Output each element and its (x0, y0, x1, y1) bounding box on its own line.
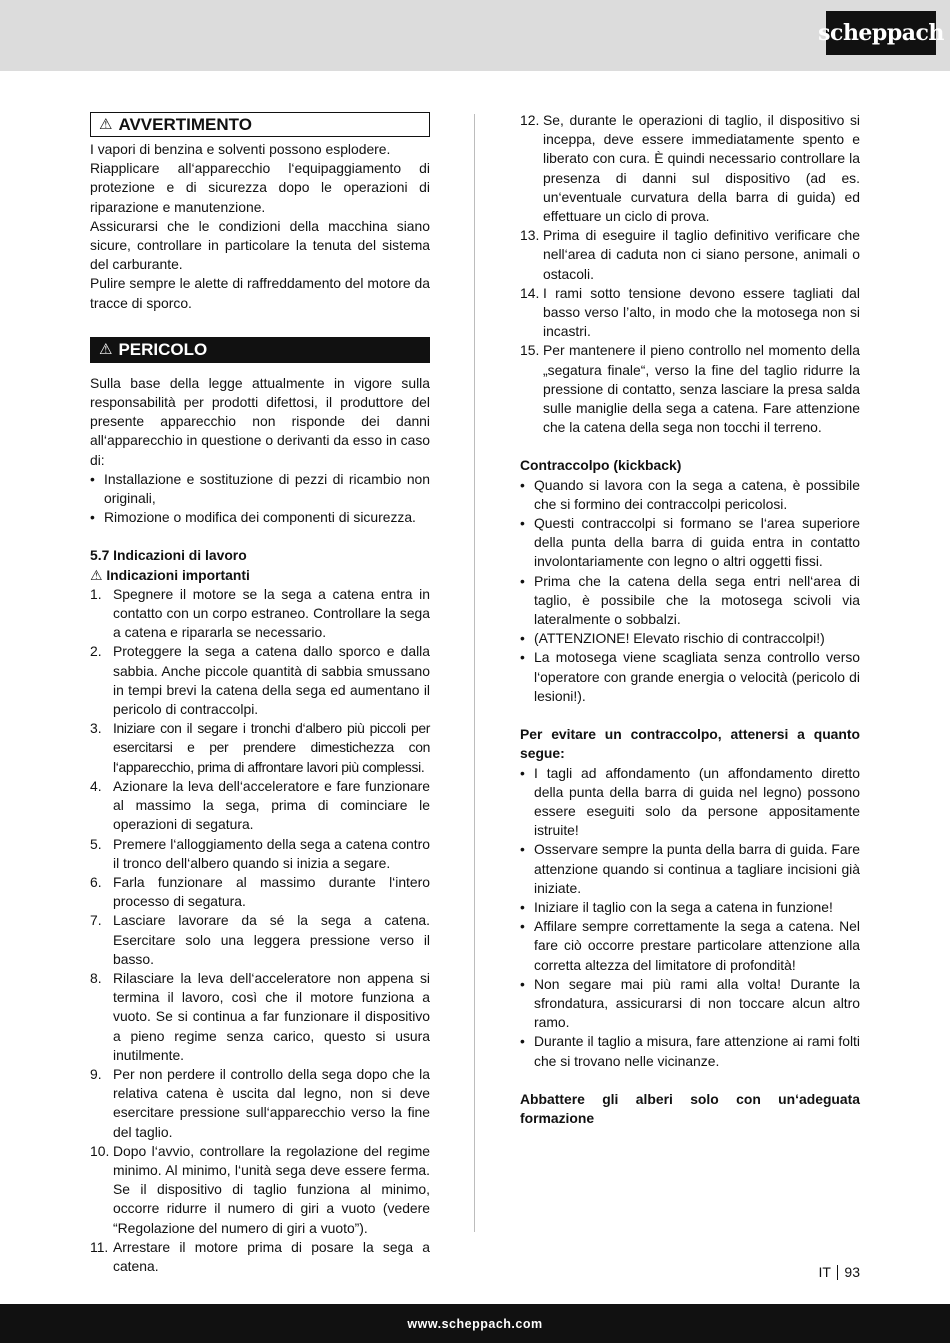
list-item: 10. Dopo l‘avvio, controllare la regolazione del regime minimo. Al minimo, l‘unità sega deve essere ferma. Se il dispositivo di taglio funziona al minimo, occorre ridurre il numero di giri a vuoto (vedere “Regolazione del numero di giri a vuoto”). (90, 1142, 430, 1236)
scheppach-logo: scheppach (826, 11, 936, 55)
warning-triangle-icon: ⚠ (99, 115, 113, 133)
list-item: • Iniziare il taglio con la sega a catena in funzione! (520, 898, 860, 917)
felling-title: Abbattere gli alberi solo con un‘adeguata formazione (520, 1090, 860, 1126)
avoid-kickback-title: Per evitare un contraccolpo, attenersi a quanto segue: (520, 726, 860, 762)
list-item: 3. Iniziare con il segare i tronchi d‘albero più piccoli per esercitarsi e per prendere dimestichezza con l‘apparecchio, prima di affrontare lavori più complessi. (90, 720, 430, 775)
page-number-separator (837, 1265, 839, 1280)
left-column (90, 111, 430, 1276)
warning-triangle-icon: ⚠ (99, 341, 113, 359)
page-number (818, 1264, 860, 1280)
warning-paragraph: I vapori di benzina e solventi possono esplodere. (90, 141, 391, 157)
kickback-bullet-list (520, 476, 860, 706)
list-item: 11. Arrestare il motore prima di posare la sega a catena. (90, 1238, 430, 1274)
subsection-title: ⚠ Indicazioni importanti (90, 566, 250, 583)
header-bar (0, 0, 950, 71)
danger-paragraph: Sulla base della legge attualmente in vigore sulla responsabilità per prodotti difettosi, il produttore del presente apparecchio non risponde dei danni all‘apparecchio in questione o derivanti da esso in caso di: (90, 374, 430, 468)
list-item: 14. I rami sotto tensione devono essere tagliati dal basso verso l’alto, in modo che la motosega non si incastri. (520, 284, 860, 340)
footer-bar (0, 1304, 950, 1343)
list-item: 9. Per non perdere il controllo della sega dopo che la relativa catena è uscita dal legno, non si deve esercitare pressione sull‘apparecchio verso la fine del taglio. (90, 1065, 430, 1140)
steps-list (90, 585, 430, 1276)
warning-paragraph: Assicurarsi che le condizioni della macchina siano sicure, controllare in particolare la tenuta del sistema del carburante. (90, 217, 430, 273)
danger-bullet-list (90, 470, 430, 528)
kickback-title: Contraccolpo (kickback) (520, 457, 682, 474)
list-item: 6. Farla funzionare al massimo durante l‘intero processo di segatura. (90, 873, 430, 910)
list-item: • Questi contraccolpi si formano se l‘area superiore della punta della barra di guida entra in contatto involontariamente con legno o altri oggetti fissi. (520, 514, 860, 572)
list-item: 15. Per mantenere il pieno controllo nel momento della „segatura finale“, verso la fine del taglio ridurre la pressione di contatto, senza lasciare la presa salda sulle maniglie della sega a catena. Fare attenzione che la catena della sega non tocchi il terreno. (520, 342, 860, 436)
list-item: 8. Rilasciare la leva dell‘acceleratore non appena si termina il lavoro, così che il motore funziona a vuoto. Se si continua a far funzionare il dispositivo a pieno regime senza carico, questo si usura inutilmente. (90, 969, 430, 1063)
list-item: • Rimozione o modifica dei componenti di sicurezza. (90, 508, 430, 527)
list-item: 12. Se, durante le operazioni di taglio, il dispositivo si inceppa, deve essere immediatamente spento e liberato con cura. È quindi necessario controllare la presenza di danni sul dispositivo (ad es. un‘eventuale curvatura della barra di guida) ed effettuare un ciclo di prova. (520, 112, 860, 225)
list-item: 7. Lasciare lavorare da sé la sega a catena. Esercitare solo una leggera pressione verso il basso. (90, 912, 430, 967)
page-number-value: 93 (844, 1264, 860, 1280)
list-item: 5. Premere l‘alloggiamento della sega a catena contro il tronco dell‘albero quando si inizia a segare. (90, 835, 430, 871)
right-column (520, 111, 860, 1128)
list-item: • Installazione e sostituzione di pezzi di ricambio non originali, (90, 470, 430, 508)
list-item: 2. Proteggere la sega a catena dallo sporco e dalla sabbia. Anche piccole quantità di sabbia smussano in tempi brevi la catena della sega ed aumentano il pericolo di contraccolpi. (90, 643, 430, 718)
warning-triangle-icon: ⚠ (90, 566, 107, 583)
list-item: • Prima che la catena della sega entri nell‘area di taglio, è possibile che la motosega scivoli via lateralmente o sobbalzi. (520, 572, 860, 630)
warning-box (90, 112, 430, 137)
section-title: 5.7 Indicazioni di lavoro (90, 547, 247, 564)
avoid-bullet-list (520, 764, 860, 1071)
column-divider (474, 114, 475, 1232)
list-item: • La motosega viene scagliata senza controllo verso l‘operatore con grande energia o velocità (pericolo di lesioni!). (520, 648, 860, 706)
warning-title: AVVERTIMENTO (118, 114, 252, 134)
steps-list-continued (520, 111, 860, 437)
footer-url[interactable]: www.scheppach.com (407, 1316, 543, 1331)
list-item: • Durante il taglio a misura, fare attenzione ai rami folti che si trovano nelle vicinanze. (520, 1032, 860, 1070)
list-item: • Non segare mai più rami alla volta! Durante la sfrondatura, assicurarsi di non toccare alcun altro ramo. (520, 975, 860, 1033)
danger-title: PERICOLO (118, 340, 208, 360)
list-item: • Osservare sempre la punta della barra di guida. Fare attenzione quando si continua a tagliare incisioni già iniziate. (520, 840, 860, 898)
list-item: 13. Prima di eseguire il taglio definitivo verificare che nell‘area di caduta non ci siano persone, animali o ostacoli. (520, 227, 860, 282)
list-item: 4. Azionare la leva dell‘acceleratore e fare funzionare al massimo la sega, prima di cominciare le operazioni di segatura. (90, 777, 430, 833)
page-language: IT (818, 1264, 831, 1280)
list-item: • (ATTENZIONE! Elevato rischio di contraccolpi!) (520, 629, 860, 648)
warning-paragraph: Pulire sempre le alette di raffreddamento del motore da tracce di sporco. (90, 275, 430, 311)
list-item: • Quando si lavora con la sega a catena, è possibile che si formino dei contraccolpi pericolosi. (520, 476, 860, 514)
warning-paragraph: Riapplicare all‘apparecchio l‘equipaggiamento di protezione e di sicurezza dopo le operazioni di riparazione e manutenzione. (90, 160, 430, 215)
list-item: 1. Spegnere il motore se la sega a catena entra in contatto con un corpo estraneo. Controllare la sega a catena e ripararla se necessario. (90, 585, 430, 641)
list-item: • I tagli ad affondamento (un affondamento diretto della punta della barra di guida nel legno) possono essere eseguiti solo da persone appositamente istruite! (520, 764, 860, 841)
list-item: • Affilare sempre correttamente la sega a catena. Nel fare ciò occorre prestare particolare attenzione alla corretta altezza del limitatore di profondità! (520, 917, 860, 975)
danger-box (90, 337, 430, 363)
